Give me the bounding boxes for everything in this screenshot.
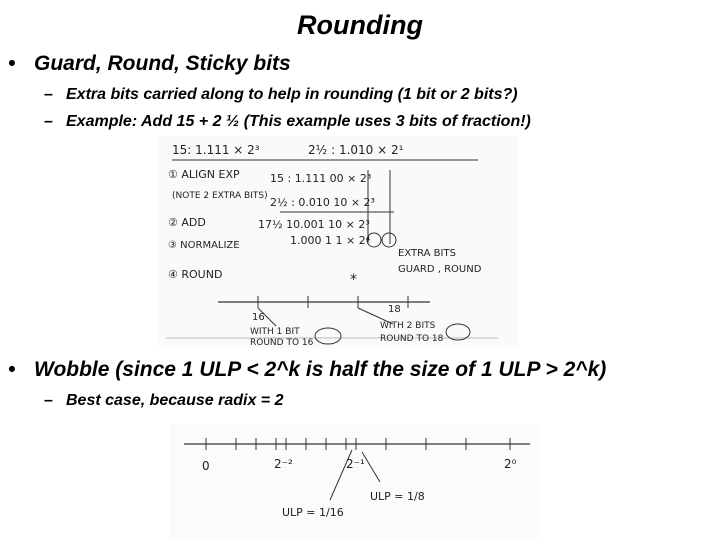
sketch-col-value: 15 : 1.111 00 × 2³: [270, 172, 372, 185]
axis-label-2-neg2: 2⁻²: [274, 457, 293, 471]
sub-bullet-text: Best case, because radix = 2: [66, 392, 284, 409]
ulp-number-line-sketch: [170, 424, 540, 538]
sketch-note-2bit: WITH 2 BITS: [380, 321, 436, 331]
bullet-wobble: [8, 358, 606, 382]
sketch-note-2bit: ROUND TO 18: [380, 334, 444, 344]
sketch-tick-16: 16: [252, 312, 265, 323]
sketch-step-round: ④ ROUND: [168, 268, 223, 281]
bullet-guard-round-sticky: [8, 52, 291, 76]
bullet-text: Guard, Round, Sticky bits: [34, 52, 291, 75]
sketch-line1-right: 2½ : 1.010 × 2¹: [308, 143, 404, 157]
sub-bullet-extra-bits: – Extra bits carried along to help in rounding (1 bit or 2 bits?): [44, 86, 518, 103]
sketch-col-value: 17½ 10.001 10 × 2³: [258, 218, 370, 231]
sketch-col-value: 2½ : 0.010 10 × 2³: [270, 196, 375, 209]
sub-bullet-example: – Example: Add 15 + 2 ½ (This example uses 3 bits of fraction!): [44, 113, 531, 130]
sketch-step-align: ① ALIGN EXP: [168, 168, 240, 181]
bullet-text: Wobble (since 1 ULP < 2^k is half the size of 1 ULP > 2^k): [34, 358, 607, 381]
axis-label-zero: 0: [202, 459, 210, 473]
sketch-guard-round: GUARD , ROUND: [398, 264, 482, 275]
sketch-note-1bit: ROUND TO 16: [250, 338, 314, 348]
sketch-line1-left: 15: 1.111 × 2³: [172, 143, 260, 157]
sub-bullet-text: Extra bits carried along to help in rounding (1 bit or 2 bits?): [66, 86, 518, 103]
sketch-note-1bit: WITH 1 BIT: [250, 327, 300, 337]
sketch-extra-bits: EXTRA BITS: [398, 248, 456, 259]
sketch-step-normalize: ③ NORMALIZE: [168, 240, 240, 251]
sub-bullet-best-case: – Best case, because radix = 2: [44, 392, 284, 409]
axis-label-2-neg1: 2⁻¹: [346, 457, 365, 471]
svg-text:*: *: [350, 272, 357, 288]
sketch-col-value: 1.000 1 1 × 2⁴: [290, 234, 371, 247]
slide-title: Rounding: [297, 10, 423, 40]
ulp-right-label: ULP = 1/8: [370, 490, 425, 503]
sub-bullet-text: Example: Add 15 + 2 ½ (This example uses 3 bits of fraction!): [66, 113, 531, 130]
bullet-dot: •: [8, 52, 16, 75]
ulp-left-label: ULP = 1/16: [282, 506, 344, 519]
axis-label-2-0: 2⁰: [504, 457, 517, 471]
bullet-dot: •: [8, 358, 16, 381]
sketch-step-add: ② ADD: [168, 216, 206, 229]
sketch-step-note: (NOTE 2 EXTRA BITS): [172, 191, 268, 201]
sketch-tick-18: 18: [388, 304, 401, 315]
rounding-example-sketch: [158, 136, 518, 348]
